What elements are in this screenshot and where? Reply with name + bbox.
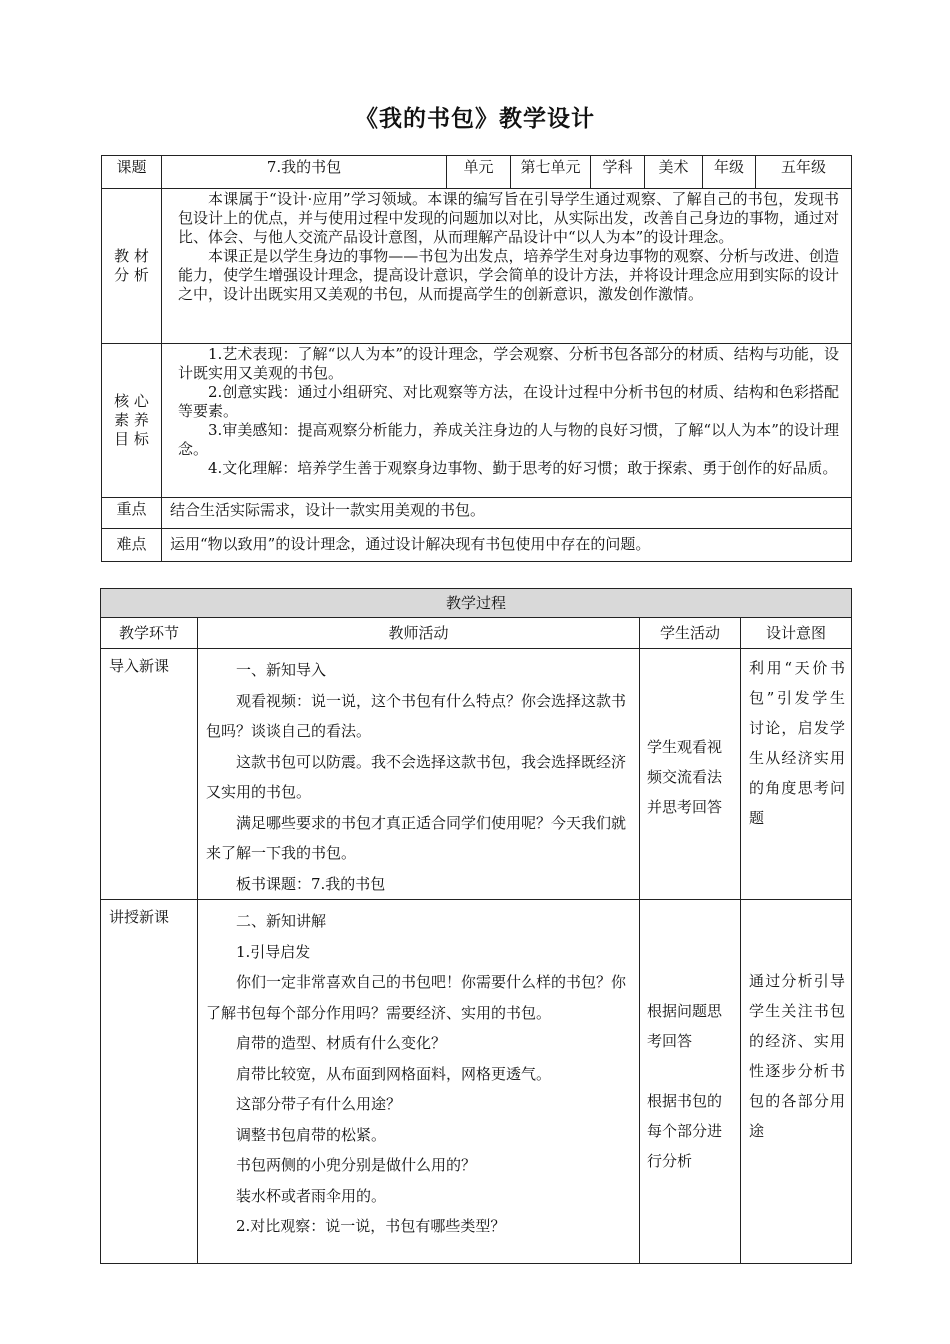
- grade-value: 五年级: [756, 156, 852, 189]
- teacher-line: 肩带的造型、材质有什么变化？: [236, 1034, 447, 1052]
- literacy-row: [102, 344, 852, 498]
- info-row: [102, 156, 852, 189]
- unit-value: 第七单元: [511, 156, 591, 189]
- difficulty-text: 运用“物以致用”的设计理念，通过设计解决现有书包使用中存在的问题。: [162, 529, 852, 562]
- literacy-item: 1.艺术表现：了解“以人为本”的设计理念，学会观察、分析书包各部分的材质、结构与功能，设计既实用又美观的书包。: [178, 345, 839, 382]
- literacy-item: 4.文化理解：培养学生善于观察身边事物、勤于思考的好习惯；敢于探索、勇于创作的好品质。: [208, 459, 838, 477]
- literacy-label-line: 核 心: [114, 392, 149, 410]
- process-header: 教学过程: [101, 589, 852, 618]
- analysis-paragraph: 本课属于“设计·应用”学习领域。本课的编写旨在引导学生通过观察、了解自己的书包，发现书包设计上的优点，并与使用过程中发现的问题加以对比，从实际出发，改善自己身边的事物，通过对比、体会、与他人交流产品设计意图，从而理解产品设计中“以人为本”的设计理念。: [178, 190, 839, 246]
- section-name: 讲授新课: [101, 900, 198, 1264]
- key-point-label: 重点: [102, 498, 162, 529]
- teacher-line: 这部分带子有什么用途？: [236, 1095, 402, 1113]
- literacy-content: [162, 344, 852, 498]
- teacher-line: 板书课题：7.我的书包: [236, 874, 386, 893]
- key-point-row: [102, 498, 852, 529]
- teacher-line: 肩带比较宽，从布面到网格面料，网格更透气。: [236, 1064, 552, 1083]
- analysis-content: [162, 189, 852, 344]
- teacher-line: 观看视频：说一说，这个书包有什么特点？你会选择这款书包吗？谈谈自己的看法。: [206, 691, 627, 740]
- teacher-line: 2.对比观察：说一说，书包有哪些类型？: [236, 1217, 506, 1235]
- teacher-line: 1.引导启发: [236, 942, 311, 961]
- column-header: 设计意图: [741, 618, 852, 649]
- process-row: [101, 649, 852, 900]
- student-line: 根据问题思考回答: [647, 1002, 723, 1050]
- student-activity: [640, 649, 741, 900]
- difficulty-label: 难点: [102, 529, 162, 562]
- difficulty-row: [102, 529, 852, 562]
- literacy-label: [102, 344, 162, 498]
- subject-value: 美术: [645, 156, 703, 189]
- teacher-activity: [198, 649, 640, 900]
- topic-value: 7.我的书包: [162, 156, 447, 189]
- teacher-activity: [198, 900, 640, 1264]
- literacy-item: 3.审美感知：提高观察分析能力，养成关注身边的人与物的良好习惯，了解“以人为本”的设计理念。: [178, 421, 839, 458]
- basic-info-table: [101, 155, 852, 562]
- key-point-text: 结合生活实际需求，设计一款实用美观的书包。: [162, 498, 852, 529]
- process-row: [101, 900, 852, 1264]
- teacher-line: 装水杯或者雨伞用的。: [236, 1186, 387, 1205]
- analysis-paragraph: 本课正是以学生身边的事物——书包为出发点，培养学生对身边事物的观察、分析与改进、创造能力，使学生增强设计理念，提高设计意识，学会简单的设计方法，并将设计理念应用到实际的设计之中，设计出既实用又美观的书包，从而提高学生的创新意识，激发创作激情。: [178, 247, 839, 303]
- teacher-line: 你们一定非常喜欢自己的书包吧！你需要什么样的书包？你了解书包每个部分作用吗？需要经济、实用的书包。: [206, 973, 627, 1022]
- design-intent: 利用“天价书包”引发学生讨论，启发学生从经济实用的角度思考问题: [741, 649, 852, 900]
- analysis-label: [102, 189, 162, 344]
- student-activity: [640, 900, 741, 1264]
- teacher-line: 书包两侧的小兜分别是做什么用的？: [236, 1156, 477, 1174]
- topic-label: 课题: [102, 156, 162, 189]
- teacher-line: 这款书包可以防震。我不会选择这款书包，我会选择既经济又实用的书包。: [206, 752, 627, 801]
- teacher-line: 满足哪些要求的书包才真正适合同学们使用呢？今天我们就来了解一下我的书包。: [206, 813, 627, 862]
- column-header: 教师活动: [198, 618, 640, 649]
- literacy-item: 2.创意实践：通过小组研究、对比观察等方法，在设计过程中分析书包的材质、结构和色彩搭配等要素。: [178, 383, 839, 420]
- column-header: 学生活动: [640, 618, 741, 649]
- document-title: 《我的书包》教学设计: [355, 105, 595, 132]
- unit-label: 单元: [447, 156, 511, 189]
- subject-label: 学科: [591, 156, 645, 189]
- analysis-label-line: 分 析: [114, 266, 149, 284]
- analysis-label-line: 教 材: [114, 247, 149, 265]
- student-line: 根据书包的每个部分进行分析: [647, 1092, 723, 1170]
- teacher-line: 二、新知讲解: [236, 912, 327, 930]
- literacy-label-line: 素 养: [114, 411, 149, 429]
- teacher-line: 调整书包肩带的松紧。: [236, 1125, 387, 1144]
- process-column-row: [101, 618, 852, 649]
- grade-label: 年级: [703, 156, 756, 189]
- column-header: 教学环节: [101, 618, 198, 649]
- teaching-process-table: [100, 588, 852, 1264]
- teacher-line: 一、新知导入: [236, 661, 327, 679]
- student-line: 学生观看视频交流看法并思考回答: [647, 738, 723, 816]
- section-name: 导入新课: [101, 649, 198, 900]
- literacy-label-line: 目 标: [114, 430, 149, 448]
- design-intent: 通过分析引导学生关注书包的经济、实用性逐步分析书包的各部分用途: [741, 900, 852, 1264]
- analysis-row: [102, 189, 852, 344]
- process-header-row: [101, 589, 852, 618]
